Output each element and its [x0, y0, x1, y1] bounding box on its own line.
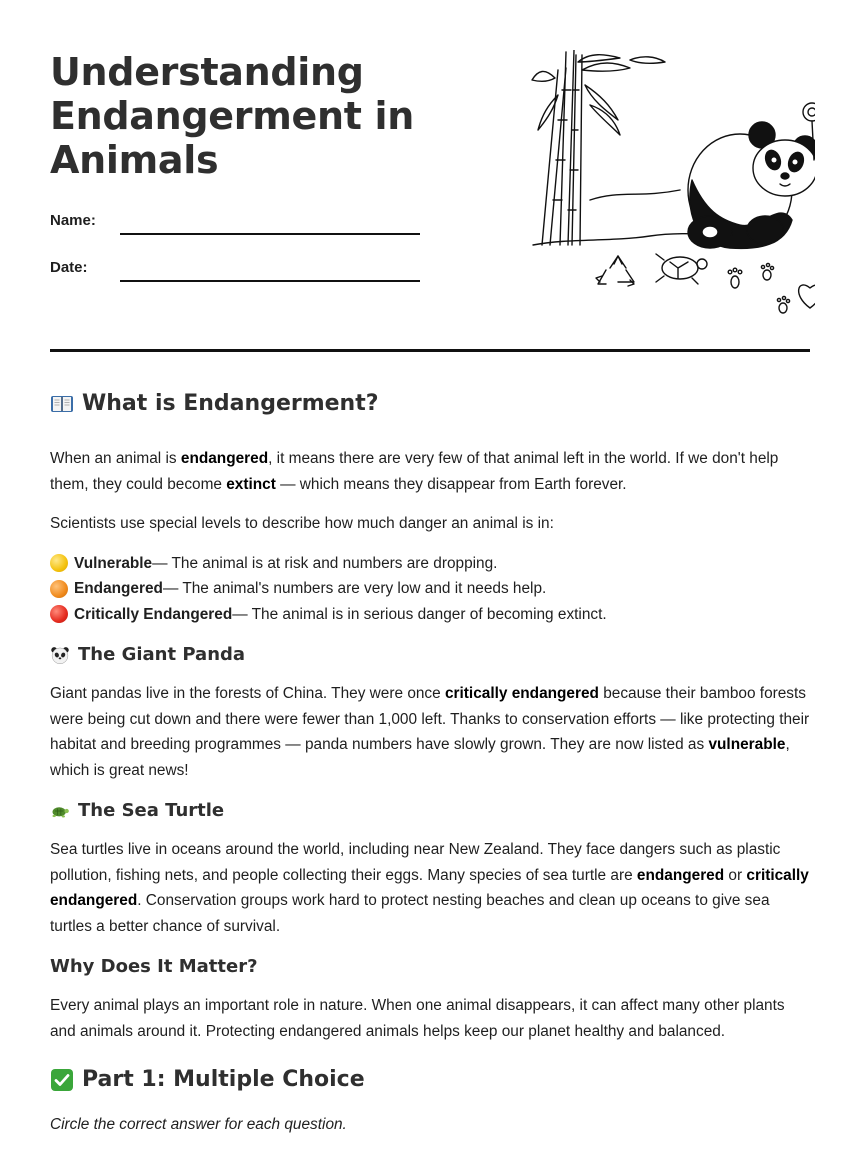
panda-face-icon [50, 645, 70, 665]
open-book-icon [50, 392, 74, 416]
worksheet-header [50, 50, 810, 300]
check-mark-button-icon [50, 1068, 74, 1092]
worksheet-title: Understanding Endangerment in Animals [50, 50, 415, 182]
part1-instruction: Circle the correct answer for each question. [50, 1116, 347, 1133]
list-item: Critically Endangered — The animal is in serious danger of becoming extinct. [50, 602, 810, 628]
section-heading-what-is-text: What is Endangerment? [82, 391, 379, 416]
section-heading-turtle [50, 799, 810, 823]
section-heading-panda-text: The Giant Panda [78, 644, 246, 665]
orange-circle-icon [50, 580, 68, 598]
worksheet-content [50, 382, 810, 1138]
bamboo-stalks-icon [532, 50, 665, 245]
panda-icon [688, 122, 815, 248]
section-heading-panda [50, 643, 810, 667]
section-heading-why: Why Does It Matter? [50, 956, 258, 977]
hill-line [590, 190, 680, 200]
section-heading-what-is [50, 382, 810, 426]
name-line[interactable] [120, 206, 420, 235]
endangerment-levels-list [50, 551, 810, 628]
list-item: Vulnerable — The animal is at risk and numbers are dropping. [50, 551, 810, 577]
red-circle-icon [50, 605, 68, 623]
yellow-circle-icon [50, 554, 68, 572]
name-field[interactable] [50, 206, 420, 236]
paw-prints-icon [728, 263, 789, 313]
turtle-drawing-icon [656, 254, 707, 284]
turtle-icon [50, 801, 70, 821]
list-item: Endangered — The animal's numbers are very low and it needs help. [50, 576, 810, 602]
endangerment-definition: When an animal is endangered, it means there are very few of that animal left in the world. If we don't help them, they could become extinct — which means they disappear from Earth forever. [50, 450, 779, 493]
heart-icon [799, 285, 815, 308]
panda-bamboo-illustration [530, 50, 815, 315]
header-divider [50, 349, 810, 352]
date-line[interactable] [120, 253, 420, 282]
date-label: Date: [50, 259, 88, 276]
section-heading-part1-text: Part 1: Multiple Choice [82, 1067, 365, 1092]
panda-paragraph: Giant pandas live in the forests of China. They were once critically endangered because their bamboo forests were being cut down and there were fewer than 1,000 left. Thanks to conservation efforts — like protecting their habitat and breeding programmes — panda numbers have slowly grown. They are now listed as vulnerable, which is great news! [50, 685, 810, 779]
levels-intro: Scientists use special levels to describe how much danger an animal is in: [50, 515, 554, 532]
section-heading-turtle-text: The Sea Turtle [78, 800, 225, 821]
section-heading-part1 [50, 1058, 810, 1102]
recycle-icon [596, 256, 634, 286]
turtle-paragraph: Sea turtles live in oceans around the world, including near New Zealand. They face dangers such as plastic pollution, fishing nets, and people collecting their eggs. Many species of sea turtle are endangered or critically endangered. Conservation groups work hard to protect nesting beaches and clean up oceans to give sea turtles a better chance of survival. [50, 841, 809, 935]
why-paragraph: Every animal plays an important role in nature. When one animal disappears, it can affect many other plants and animals around it. Protecting endangered animals helps keep our planet healthy and balanced. [50, 997, 785, 1040]
name-label: Name: [50, 212, 96, 229]
date-field[interactable] [50, 253, 420, 283]
